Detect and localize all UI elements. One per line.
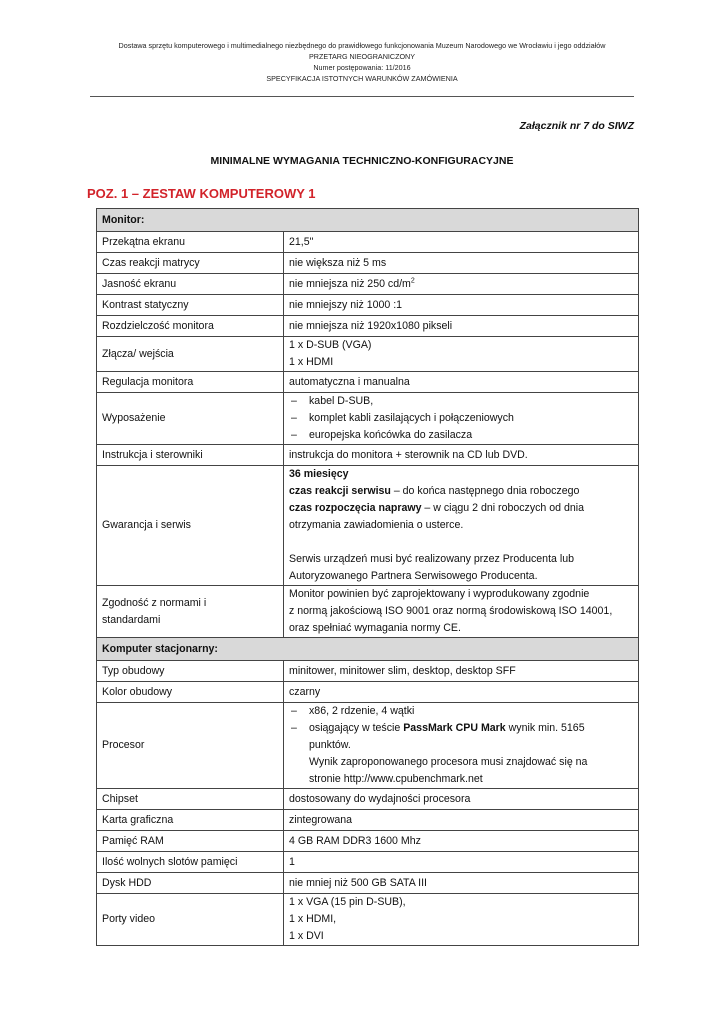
label-line: standardami xyxy=(102,613,161,626)
label-line: Zgodność z normami i xyxy=(102,596,207,609)
spec-value: nie mniejszy niż 1000 :1 xyxy=(284,295,639,316)
bold-text: czas rozpoczęcia naprawy xyxy=(289,502,422,514)
table-row xyxy=(97,703,639,789)
spec-label: Pamięć RAM xyxy=(97,831,284,852)
table-row xyxy=(97,831,639,852)
spec-table xyxy=(96,208,639,946)
value-line: 1 x HDMI xyxy=(289,356,334,368)
value-line: stronie http://www.cpubenchmark.net xyxy=(309,773,483,785)
section-header: Monitor: xyxy=(97,209,639,232)
table-row xyxy=(97,682,639,703)
spec-value xyxy=(284,703,639,789)
spec-label: Przekątna ekranu xyxy=(97,232,284,253)
spacer xyxy=(289,534,633,551)
spec-label: Ilość wolnych slotów pamięci xyxy=(97,852,284,873)
value-line: Monitor powinien być zaprojektowany i wyprodukowany zgodnie xyxy=(289,588,590,600)
spec-label: Czas reakcji matrycy xyxy=(97,253,284,274)
dash-list xyxy=(289,393,633,444)
spec-label: Złącza/ wejścia xyxy=(97,337,284,372)
value-line xyxy=(289,483,633,500)
table-row xyxy=(97,295,639,316)
table-row xyxy=(97,316,639,337)
value-text: – do końca następnego dnia roboczego xyxy=(390,485,580,497)
table-row xyxy=(97,445,639,466)
bold-text: PassMark CPU Mark xyxy=(403,722,506,734)
table-row xyxy=(97,274,639,295)
value-line: otrzymania zawiadomienia o usterce. xyxy=(289,519,464,531)
table-row xyxy=(97,810,639,831)
spec-label: Wyposażenie xyxy=(97,393,284,445)
spec-label: Karta graficzna xyxy=(97,810,284,831)
spec-label: Jasność ekranu xyxy=(97,274,284,295)
spec-value: minitower, minitower slim, desktop, desktop SFF xyxy=(284,661,639,682)
spec-value: automatyczna i manualna xyxy=(284,372,639,393)
superscript: 2 xyxy=(410,276,415,284)
header-line: PRZETARG NIEOGRANICZONY xyxy=(308,52,416,61)
section-row xyxy=(97,638,639,661)
header-line: Dostawa sprzętu komputerowego i multimedialnego niezbędnego do prawidłowego funkcjonowania Muzeum Narodowego we Wrocławiu i jego oddziałów xyxy=(118,41,606,50)
spec-value xyxy=(284,466,639,586)
header-line: SPECYFIKACJA ISTOTNYCH WARUNKÓW ZAMÓWIENIA xyxy=(266,74,458,83)
table-row xyxy=(97,586,639,638)
spec-value xyxy=(284,337,639,372)
table-row xyxy=(97,466,639,586)
spec-label: Regulacja monitora xyxy=(97,372,284,393)
value-text: – w ciągu 2 dni roboczych od dnia xyxy=(421,502,585,514)
annex-label: Załącznik nr 7 do SIWZ xyxy=(519,120,634,132)
table-row xyxy=(97,253,639,274)
list-item: – kabel D-SUB, xyxy=(289,393,633,410)
spec-value: instrukcja do monitora + sterownik na CD lub DVD. xyxy=(284,445,639,466)
value-line xyxy=(289,466,633,483)
value-text: wynik min. 5165 xyxy=(505,722,585,734)
spec-value: nie większa niż 5 ms xyxy=(284,253,639,274)
spec-label: Typ obudowy xyxy=(97,661,284,682)
value-line: z normą jakościową ISO 9001 oraz normą środowiskową ISO 14001, xyxy=(289,605,613,617)
section-row xyxy=(97,209,639,232)
table-row xyxy=(97,232,639,253)
spec-label: Porty video xyxy=(97,894,284,946)
value-line xyxy=(289,500,633,517)
table-row xyxy=(97,852,639,873)
spec-label: Gwarancja i serwis xyxy=(97,466,284,586)
spec-label xyxy=(97,586,284,638)
spec-value: 1 xyxy=(284,852,639,873)
spec-value: 4 GB RAM DDR3 1600 Mhz xyxy=(284,831,639,852)
value-line: Autoryzowanego Partnera Serwisowego Producenta. xyxy=(289,570,538,582)
table-row xyxy=(97,873,639,894)
spec-label: Instrukcja i sterowniki xyxy=(97,445,284,466)
spec-value xyxy=(284,393,639,445)
spec-label: Kolor obudowy xyxy=(97,682,284,703)
spec-label: Kontrast statyczny xyxy=(97,295,284,316)
table-row xyxy=(97,789,639,810)
spec-value: nie mniejsza niż 1920x1080 pikseli xyxy=(284,316,639,337)
spec-value xyxy=(284,894,639,946)
spec-value: zintegrowana xyxy=(284,810,639,831)
value-line: 1 x D-SUB (VGA) xyxy=(289,339,372,351)
dash-list xyxy=(289,703,633,737)
value-text: osiągający w teście xyxy=(309,722,404,734)
spec-label: Rozdzielczość monitora xyxy=(97,316,284,337)
spec-value: 21,5" xyxy=(284,232,639,253)
list-item: – europejska końcówka do zasilacza xyxy=(289,427,633,444)
spec-value-text: nie mniejsza niż 250 cd/m xyxy=(289,277,411,290)
list-item: – komplet kabli zasilających i połączeniowych xyxy=(289,410,633,427)
table-row xyxy=(97,393,639,445)
spec-value: dostosowany do wydajności procesora xyxy=(284,789,639,810)
list-item xyxy=(289,720,633,737)
spec-value: nie mniej niż 500 GB SATA III xyxy=(284,873,639,894)
value-line: punktów. xyxy=(309,739,351,751)
value-line: Wynik zaproponowanego procesora musi znajdować się na xyxy=(309,756,588,768)
spec-label: Dysk HDD xyxy=(97,873,284,894)
spec-label: Chipset xyxy=(97,789,284,810)
spec-value: czarny xyxy=(284,682,639,703)
spec-value xyxy=(284,586,639,638)
value-line: 1 x VGA (15 pin D-SUB), xyxy=(289,896,406,908)
value-line: 1 x HDMI, xyxy=(289,913,337,925)
list-item: – x86, 2 rdzenie, 4 wątki xyxy=(289,703,633,720)
value-line: Serwis urządzeń musi być realizowany przez Producenta lub xyxy=(289,553,574,565)
position-title: POZ. 1 – ZESTAW KOMPUTEROWY 1 xyxy=(87,186,316,201)
value-line: oraz spełniać wymagania normy CE. xyxy=(289,622,461,634)
table-row xyxy=(97,661,639,682)
table-row xyxy=(97,337,639,372)
header-divider xyxy=(90,96,634,97)
table-row xyxy=(97,372,639,393)
value-line: 1 x DVI xyxy=(289,930,324,942)
document-header xyxy=(0,40,724,84)
spec-value xyxy=(284,274,639,295)
section-header: Komputer stacjonarny: xyxy=(97,638,639,661)
document-title: MINIMALNE WYMAGANIA TECHNICZNO-KONFIGURACYJNE xyxy=(210,155,514,167)
table-row xyxy=(97,894,639,946)
bold-text: 36 miesięcy xyxy=(289,468,349,480)
bold-text: czas reakcji serwisu xyxy=(289,485,391,497)
spec-label: Procesor xyxy=(97,703,284,789)
header-line: Numer postępowania: 11/2016 xyxy=(313,63,411,72)
